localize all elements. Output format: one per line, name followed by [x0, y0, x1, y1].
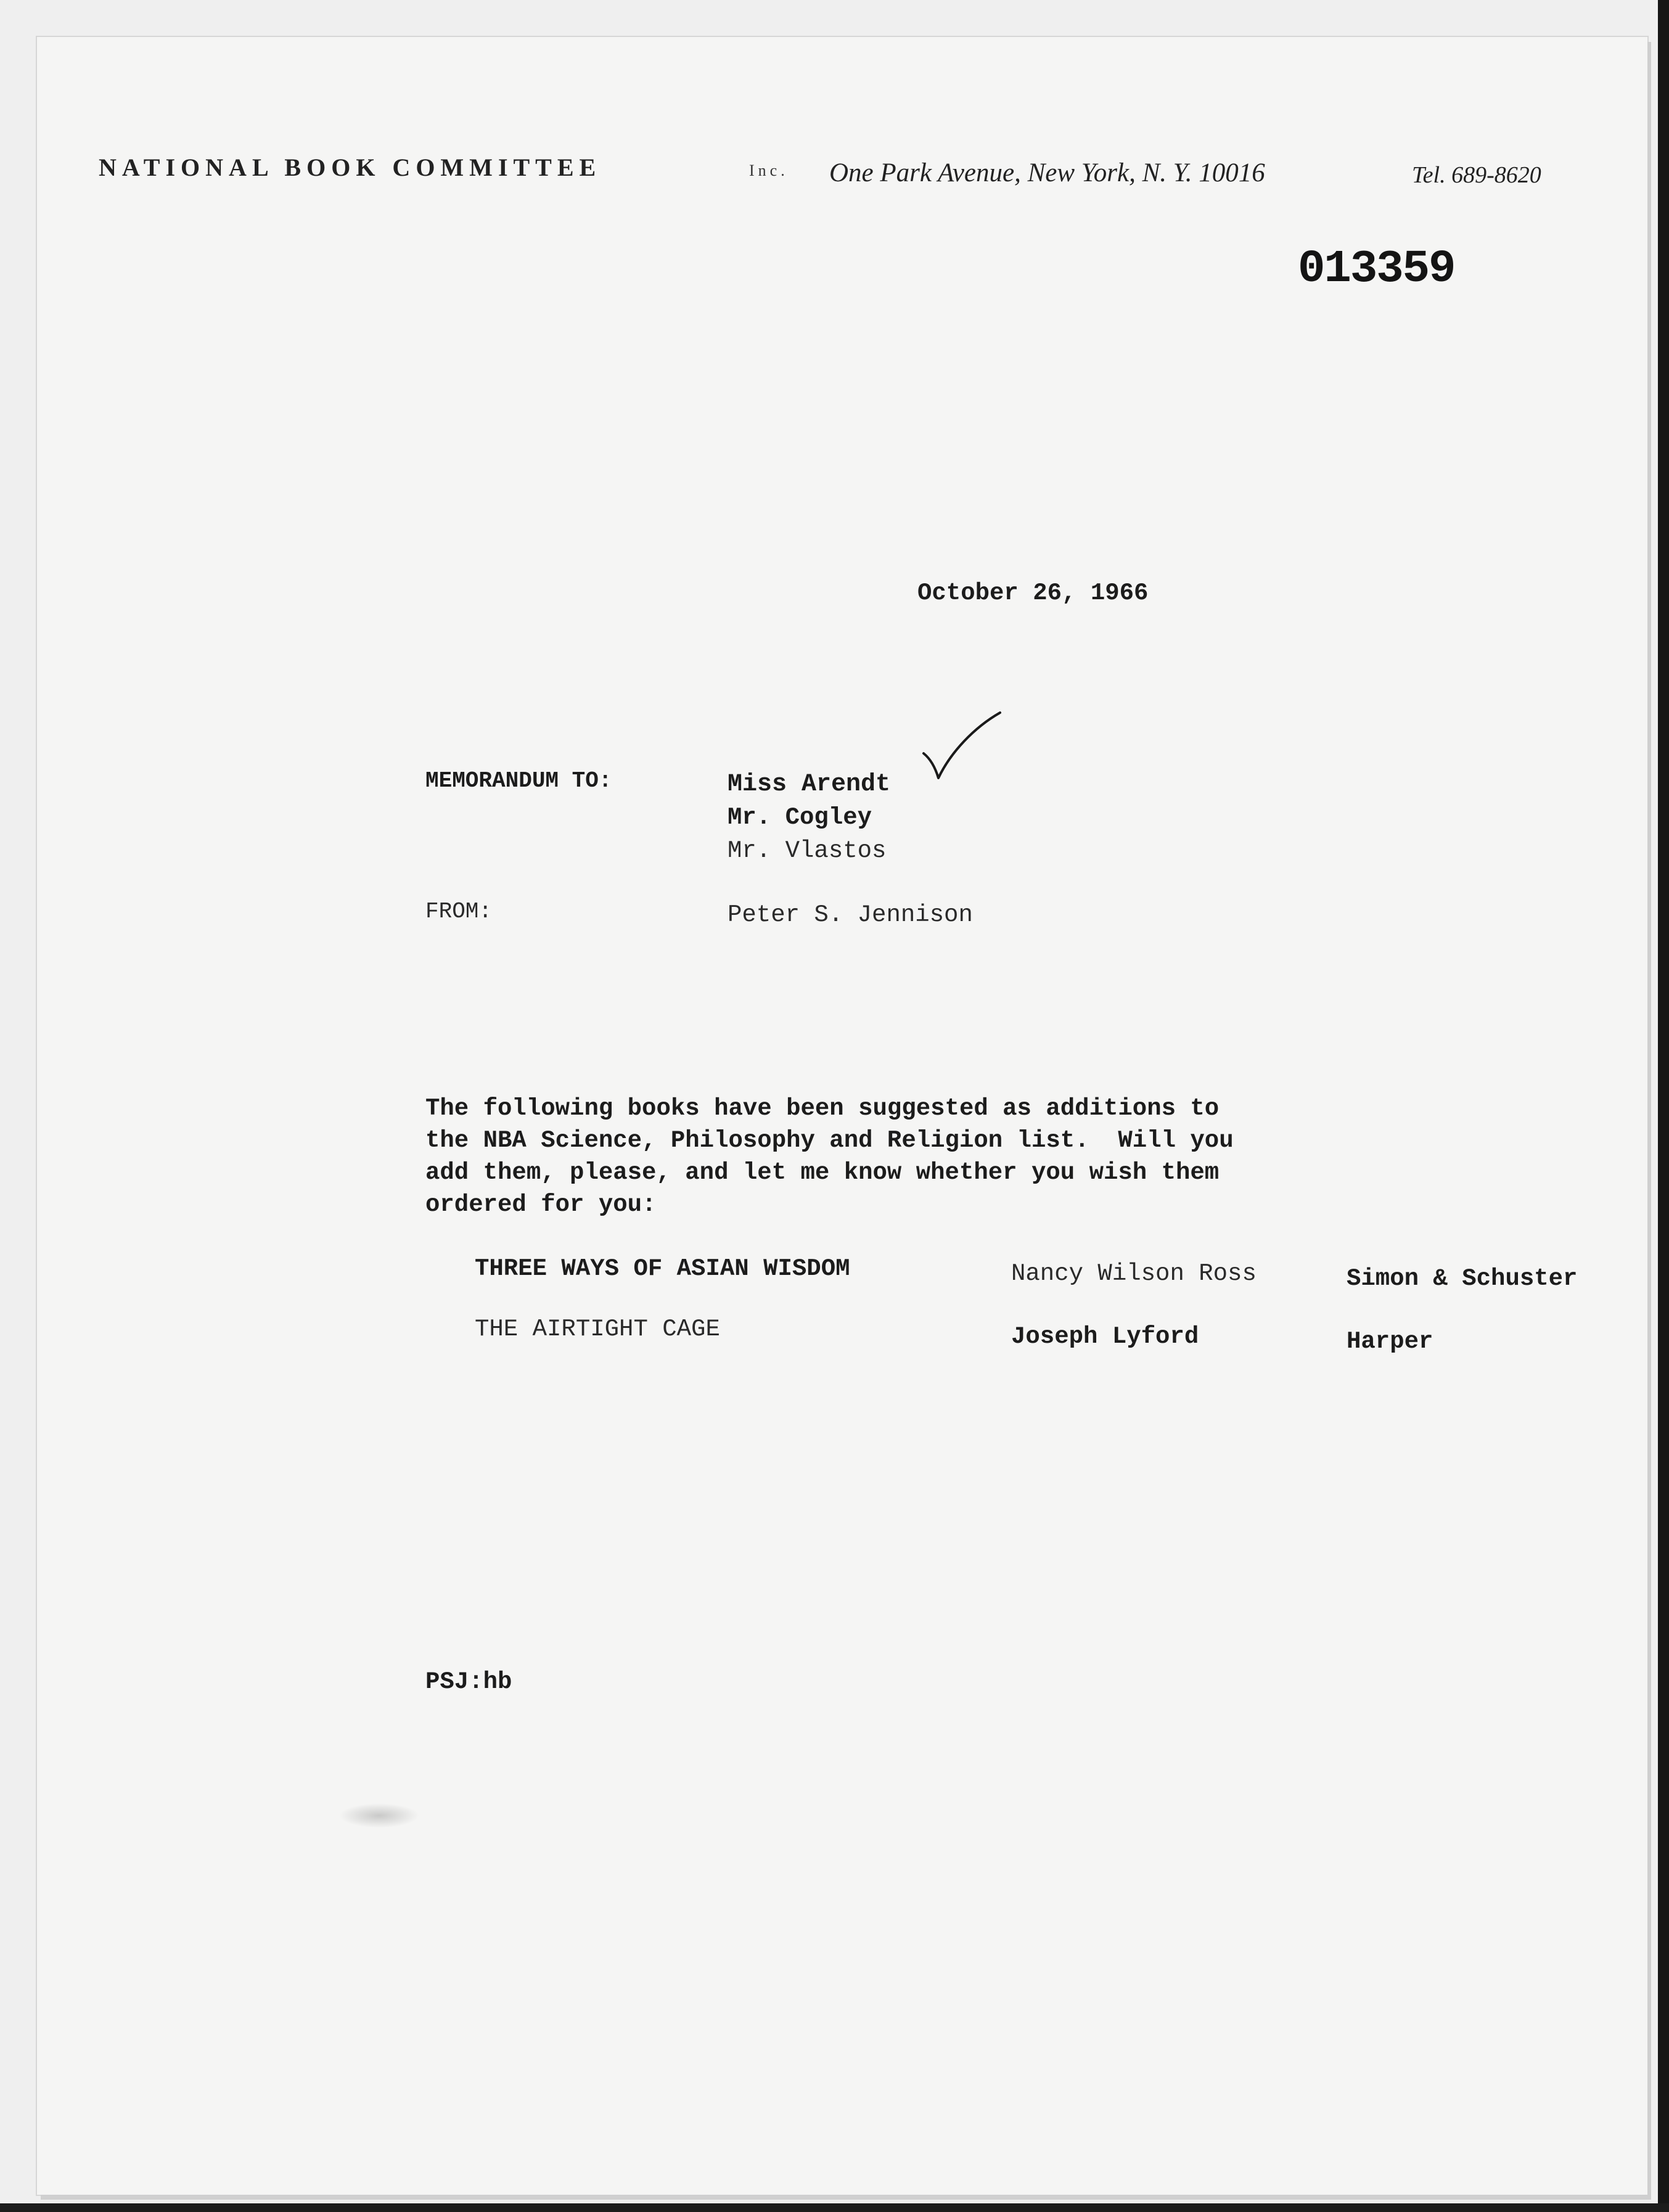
memo-body-paragraph: The following books have been suggested as additions to the NBA Science, Philosophy and Religion list. Will you add them, please, and let me know whether you wish them ordered for you:	[425, 1095, 1234, 1218]
scan-edge-bottom	[0, 2203, 1669, 2212]
scan-edge-right	[1658, 0, 1669, 2212]
ink-smudge	[339, 1803, 419, 1828]
memo-from-name: Peter S. Jennison	[728, 901, 973, 928]
recipient-cogley: Mr. Cogley	[728, 804, 872, 831]
reference-initials: PSJ:hb	[425, 1668, 512, 1695]
letterhead-organization: NATIONAL BOOK COMMITTEE	[99, 154, 602, 181]
book-title: THREE WAYS OF ASIAN WISDOM	[475, 1255, 850, 1282]
book-publisher: Simon & Schuster	[1347, 1265, 1578, 1292]
book-author: Nancy Wilson Ross	[1011, 1260, 1257, 1287]
letterhead-address: One Park Avenue, New York, N. Y. 10016	[829, 158, 1265, 187]
recipient-arendt: Miss Arendt	[728, 771, 891, 798]
document-number-stamp: 013359	[1298, 244, 1455, 295]
memo-from-label: FROM:	[425, 899, 493, 924]
letterhead-inc: Inc.	[749, 162, 789, 179]
memo-date: October 26, 1966	[917, 580, 1149, 607]
book-title: THE AIRTIGHT CAGE	[475, 1316, 720, 1343]
memo-to-label: MEMORANDUM TO:	[425, 768, 612, 793]
letterhead-telephone: Tel. 689-8620	[1412, 162, 1541, 188]
book-author: Joseph Lyford	[1011, 1323, 1199, 1350]
handwritten-checkmark-icon	[919, 709, 1005, 795]
book-publisher: Harper	[1347, 1328, 1433, 1355]
recipient-vlastos: Mr. Vlastos	[728, 837, 887, 864]
